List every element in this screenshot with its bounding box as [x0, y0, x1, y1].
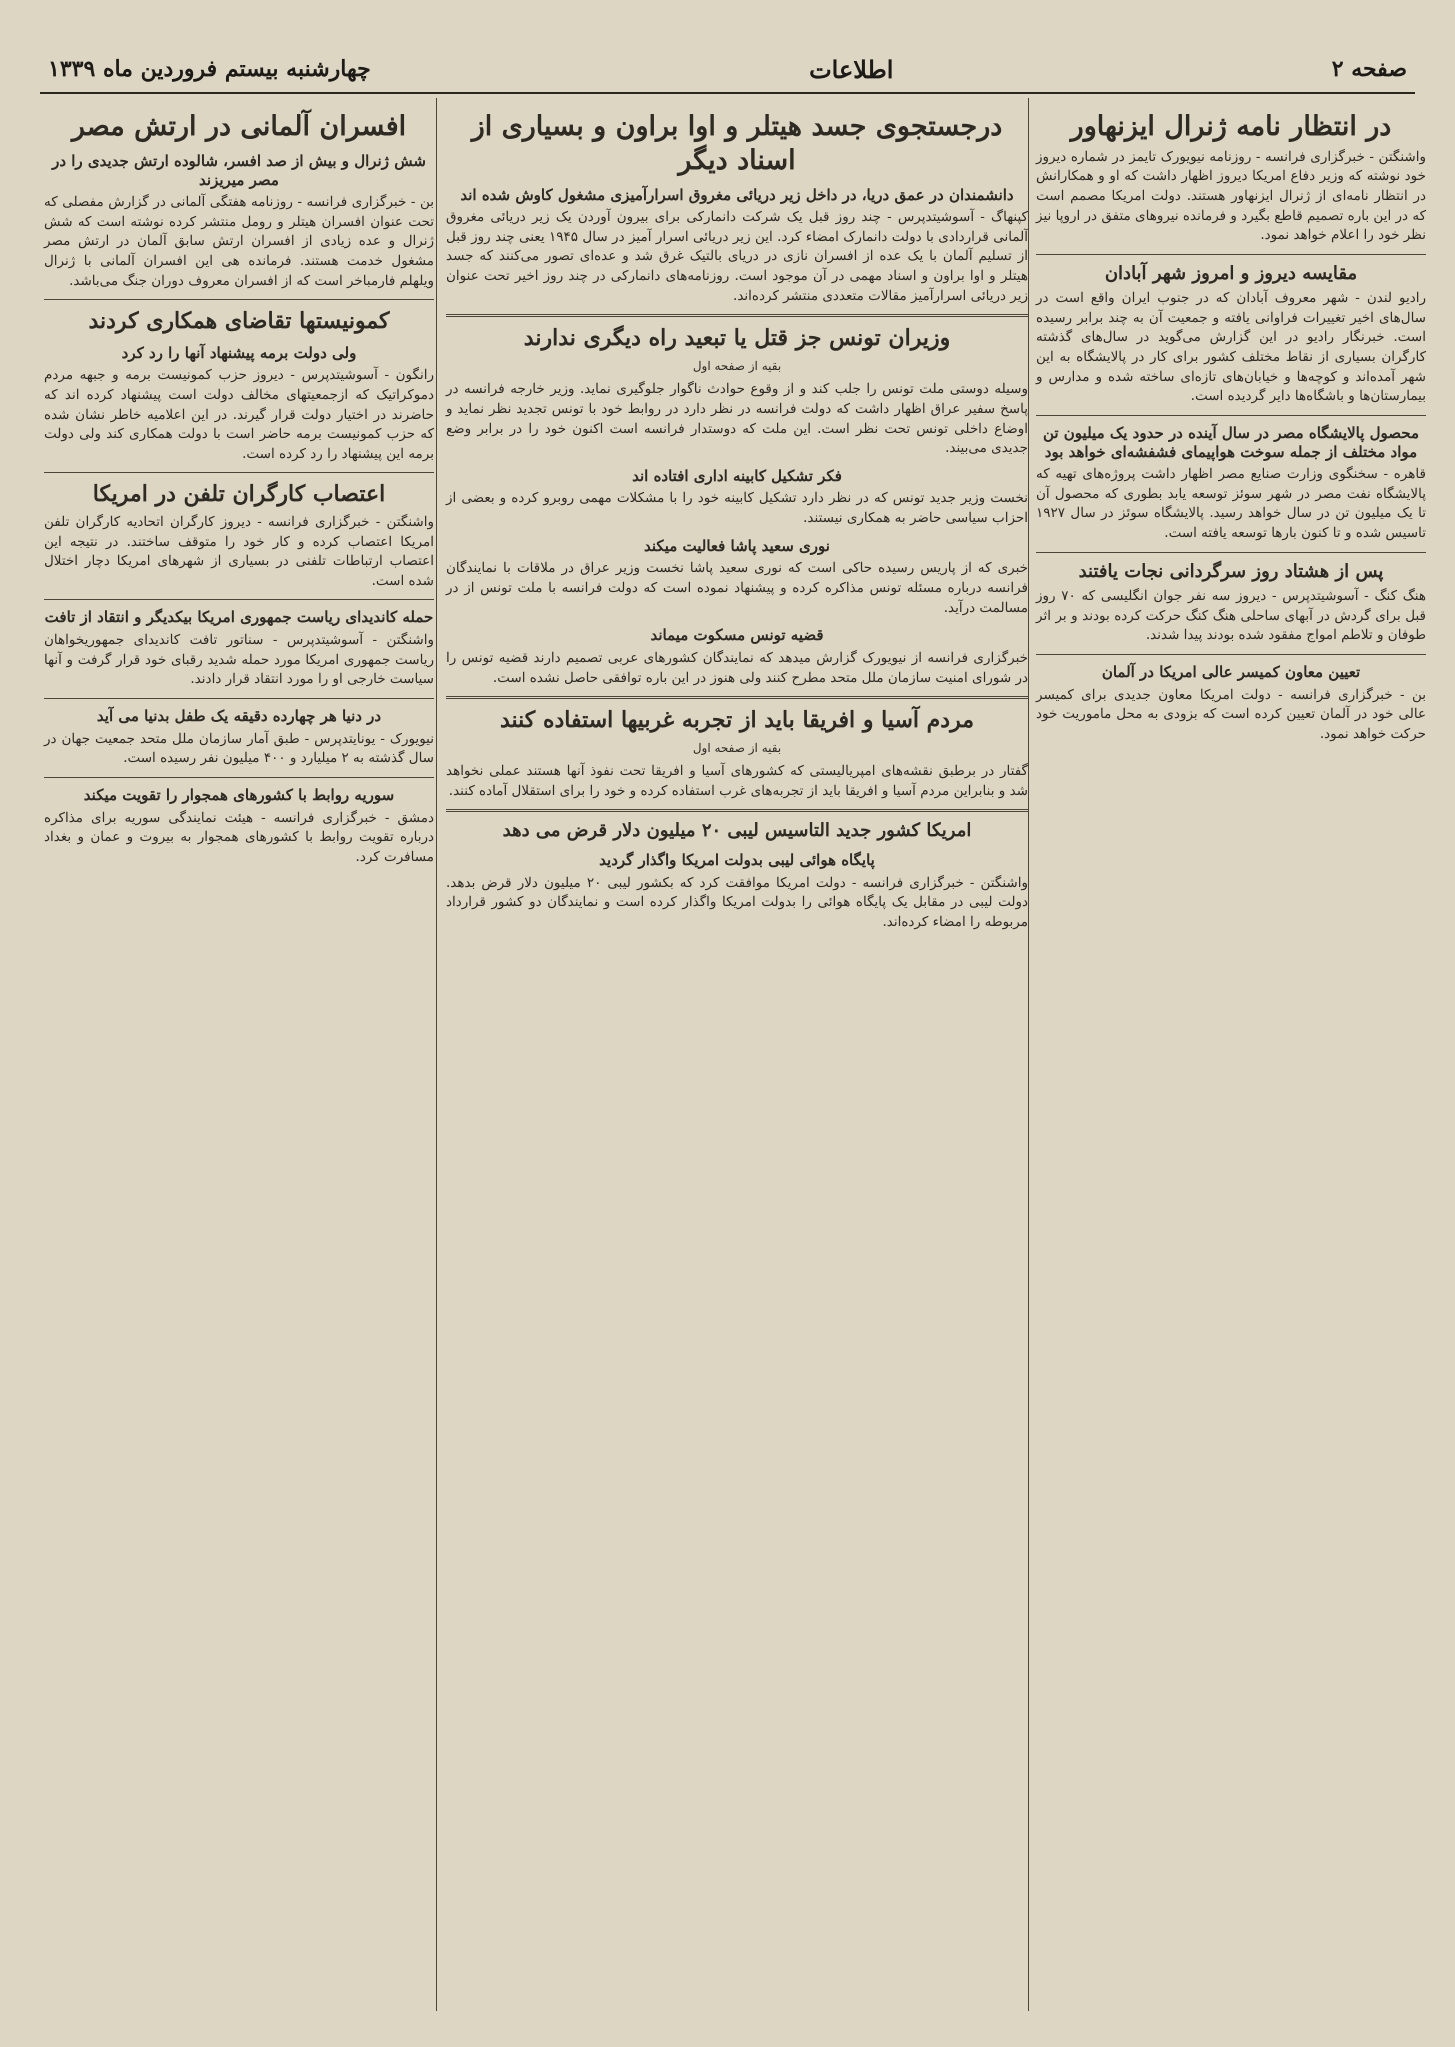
newspaper-name: اطلاعات [809, 54, 894, 84]
headline: اعتصاب کارگران تلفن در امریکا [92, 481, 386, 508]
column-right [1030, 98, 1432, 2011]
article-body: واشنگتن - خبرگزاری فرانسه - دیروز کارگران اتحادیه کارگران تلفن امریکا اعتصاب کرده و کار خود را متوقف ساختند. در نتیجه این اعتصاب ارتباطات تلفنی در بسیاری از شهرهای امریکا دچار اختلال شده است. [44, 513, 434, 589]
article-body: بن - خبرگزاری فرانسه - دولت امریکا معاون جدیدی برای کمیسر عالی خود در آلمان تعیین کرده است که بزودی به محل ماموریت خود حرکت خواهد نمود. [1036, 686, 1426, 742]
column-middle [440, 98, 1034, 2011]
headline: حمله کاندیدای ریاست جمهوری امریکا بیکدیگر و انتقاد از تافت [44, 608, 434, 627]
article-body: خبری که از پاریس رسیده حاکی است که نوری سعید پاشا نخست وزیر عراق در ملاقات با نمایندگان فرانسه درباره مسئله تونس مذاکره کرده و پیشنهاد نموده است که دولت فرانسه با ملت تونس از در مسالمت درآید. [446, 560, 1028, 616]
masthead-rule [40, 92, 1415, 94]
subheadline: ولی دولت برمه پیشنهاد آنها را رد کرد [121, 343, 357, 362]
divider [1036, 654, 1426, 655]
article-body: کپنهاگ - آسوشیتدپرس - چند روز قبل یک شرکت دانمارکی برای بیرون آوردن یک زیر دریائی مغروق آلمانی قراردادی با دولت دانمارک امضاء کرد. این زیر دریائی اسرار آمیز در سال ۱۹۴۵ یعنی چند روز قبل از تسلیم آلمان با یک عده از افسران نازی در دریای بالتیک غرق شد و عده‌ای تصور می‌کنند که جسد هیتلر و اوا براون و اسناد مهمی در آن موجود است. روزنامه‌های دانمارکی در چند روز اخیر تحت عنوان زیر دریائی اسرارآمیز مقالات متعددی منتشر کرده‌اند. [446, 209, 1028, 304]
headline: افسران آلمانی در ارتش مصر [71, 111, 407, 142]
divider [44, 698, 434, 699]
column-left [38, 98, 440, 2011]
divider [446, 809, 1028, 812]
issue-date: چهارشنبه بیستم فروردین ماه ۱۳۳۹ [48, 56, 371, 82]
subheadline: شش ژنرال و بیش از صد افسر، شالوده ارتش جدیدی را در مصر میریزند [52, 151, 426, 189]
article-body: نیویورک - یونایتدپرس - طبق آمار سازمان ملل متحد جمعیت جهان در سال گذشته به ۲ میلیارد و ۴۰۰ میلیون نفر رسیده است. [44, 730, 434, 767]
article-body: قاهره - سخنگوی وزارت صنایع مصر اظهار داشت پروژه‌های تهیه که پالایشگاه نفت مصر در شهر سوئز توسعه یابد بطوری که محصول آن تا یک میلیون تن در سال خواهد رسید. پالایشگاه سوئز در سال ۱۹۲۷ تاسیس شده و تا کنون بارها توسعه یافته است. [1036, 466, 1426, 542]
headline: سوریه روابط با کشورهای همجوار را تقویت میکند [83, 785, 395, 804]
subheadline: فکر تشکیل کابینه اداری افتاده اند [632, 466, 842, 485]
subheadline: پایگاه هوائی لیبی بدولت امریکا واگذار گردید [599, 850, 875, 869]
article-body: واشنگتن - آسوشیتدپرس - سناتور تافت کاندیدای جمهوریخواهان ریاست جمهوری امریکا مورد حمله شدید رقبای خود قرار گرفت و آنها سیاست خارجی او را مورد انتقاد قرار دادند. [44, 632, 434, 688]
headline: در دنیا هر چهارده دقیقه یک طفل بدنیا می آید [96, 706, 382, 725]
divider [44, 472, 434, 473]
page-number: صفحه ۲ [1331, 56, 1407, 82]
masthead [48, 50, 1407, 88]
divider [44, 777, 434, 778]
headline: در انتظار نامه ژنرال ایزنهاور [1070, 111, 1392, 142]
headline: مردم آسیا و افریقا باید از تجربه غربیها استفاده کنند [499, 707, 974, 734]
article-body: رادیو لندن - شهر معروف آبادان که در جنوب ایران واقع است در سال‌های اخیر تغییرات فراوانی یافته و جمعیت آن به چند برابر رسیده است. خبرنگار رادیو در این گزارش می‌گوید در سال‌های گذشته کارگران بسیاری از نقاط مختلف کشور برای کار در پالایشگاه به این شهر آمده‌اند و کوچه‌ها و خیابان‌های تازه‌ای ساخته شده و مدارس و بیمارستان‌ها و باشگاه‌ها دایر گردیده است. [1036, 290, 1426, 405]
subheadline: قضیه تونس مسکوت میماند [650, 626, 824, 645]
continued-label: بقیه از صفحه اول [692, 358, 782, 373]
divider [44, 299, 434, 300]
article-body: گفتار در برطبق نقشه‌های امپریالیستی که کشورهای آسیا و افریقا تحت نفوذ آنها هستند عملی نخواهد شد و بنابراین مردم آسیا و افریقا باید از تجربه‌های غرب استفاده کرده و خود را برای استقلال آماده کنند. [446, 763, 1028, 799]
divider [1036, 552, 1426, 553]
article-body: خبرگزاری فرانسه از نیویورک گزارش میدهد که نمایندگان کشورهای عربی تصمیم دارند قضیه تونس را در شورای امنیت سازمان ملل متحد مطرح کنند ولی هنوز در این باره توافقی حاصل نشده است. [446, 649, 1028, 686]
subheadline: دانشمندان در عمق دریا، در داخل زیر دریائی مغروق اسرارآمیزی مشغول کاوش شده اند [460, 185, 1014, 204]
subheadline: نوری سعید پاشا فعالیت میکند [644, 536, 830, 555]
article-body: نخست وزیر جدید تونس که در نظر دارد تشکیل کابینه خود را با مشکلات مهمی روبرو کرده و بعضی از احزاب سیاسی حاضر به همکاری نیستند. [446, 490, 1028, 527]
article-body: واشنگتن - خبرگزاری فرانسه - دولت امریکا موافقت کرد که بکشور لیبی ۲۰ میلیون دلار قرض بدهد. دولت لیبی در مقابل یک پایگاه هوائی را بدولت امریکا واگذار کرده است و نمایندگان دو کشور قرارداد مربوطه را امضاء کرده‌اند. [446, 874, 1028, 930]
headline: مقایسه دیروز و امروز شهر آبادان [1104, 262, 1358, 284]
divider [1036, 415, 1426, 416]
divider [446, 696, 1028, 699]
article-body: بن - خبرگزاری فرانسه - روزنامه هفتگی آلمانی در گزارش مفصلی که تحت عنوان افسران هیتلر و رومل منتشر کرده نوشته است که شش ژنرال و عده زیادی از افسران ارتش سابق آلمان در ارتش مصر مشغول خدمت هستند. فرمانده هی این افسران آلمانی با ژنرال ویلهلم فارمباخر است که از افسران معروف دوران جنگ می‌باشد. [44, 194, 434, 289]
headline: درجستجوی جسد هیتلر و اوا براون و بسیاری از اسناد دیگر [471, 111, 1003, 176]
article-body: دمشق - خبرگزاری فرانسه - هیئت نمایندگی سوریه برای مذاکره درباره تقویت روابط با کشورهای همجوار به بیروت و عمان و بغداد مسافرت کرد. [44, 809, 434, 865]
divider [44, 599, 434, 600]
article-body: رانگون - آسوشیتدپرس - دیروز حزب کمونیست برمه و جبهه مردم دموکراتیک که ازجمعیتهای مخالف دولت است پیشنهاد کرده اند که حاضرند در اختیار دولت قرار گیرند. در این اعلامیه خاطر نشان شده که حزب کمونیست برمه حاضر است با دولت همکاری کند ولی دولت برمه این پیشنهاد را رد کرده است. [44, 367, 434, 462]
headline: امریکا کشور جدید التاسیس لیبی ۲۰ میلیون دلار قرض می دهد [502, 820, 972, 842]
headline: وزیران تونس جز قتل یا تبعید راه دیگری ندارند [523, 325, 951, 352]
divider [1036, 254, 1426, 255]
headline: پس از هشتاد روز سرگردانی نجات یافتند [1078, 560, 1384, 582]
article-body: واشنگتن - خبرگزاری فرانسه - روزنامه نیویورک تایمز در شماره دیروز خود نوشته که وزیر دفاع امریکا دیروز اظهار داشت که او و همکارانش در انتظار نامه‌ای از ژنرال ایزنهاور هستند. دولت امریکا مصمم است که در این باره تصمیم قاطع بگیرد و فرمانده نیروهای متفق در اروپا نیز نظر خود را اعلام خواهد نمود. [1036, 148, 1426, 244]
article-body: هنگ کنگ - آسوشیتدپرس - دیروز سه نفر جوان انگلیسی که ۷۰ روز قبل برای گردش در آبهای ساحلی هنگ کنگ حرکت کرده بودند و بر اثر طوفان و تلاطم امواج مفقود شده بودند پیدا شدند. [1036, 588, 1426, 644]
headline: تعیین معاون کمیسر عالی امریکا در آلمان [1101, 662, 1361, 681]
headline: محصول پالایشگاه مصر در سال آینده در حدود یک میلیون تن مواد مختلف از جمله سوخت هواپیمای فشفشه‌ای خواهد بود [1042, 423, 1420, 461]
divider [446, 314, 1028, 317]
continued-label: بقیه از صفحه اول [692, 740, 782, 755]
article-body: وسیله دوستی ملت تونس را جلب کند و از وقوع حوادث ناگوار جلوگیری نماید. وزیر خارجه فرانسه در پاسخ سفیر عراق اظهار داشت که دولت فرانسه در نظر دارد در روابط خود با تونس تجدید نظر نماید و اوضاع داخلی تونس تحت نظر است. این ملت که دوستدار فرانسه است اکنون خود را در برابر وضع جدیدی می‌بیند. [446, 381, 1028, 457]
headline: کمونیستها تقاضای همکاری کردند [88, 308, 390, 335]
